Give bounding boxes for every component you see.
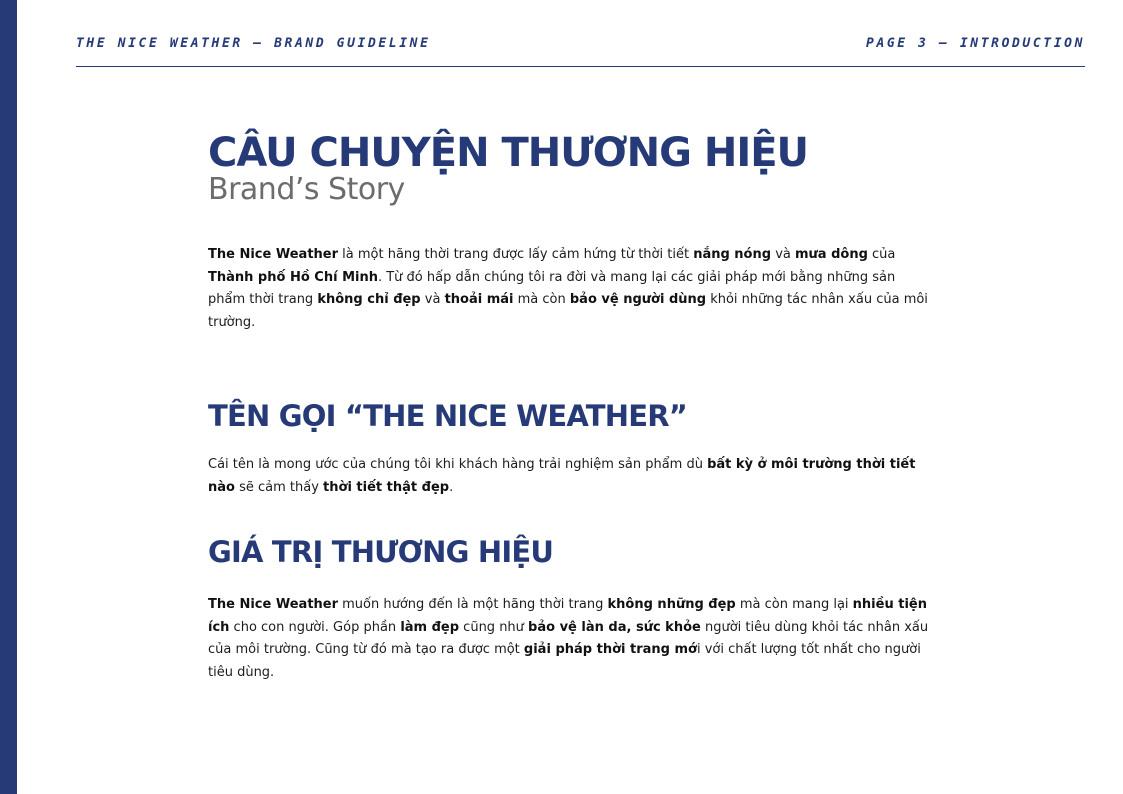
body-text: cũng như bbox=[459, 619, 529, 635]
emphasis-text: không chỉ đẹp bbox=[317, 292, 421, 307]
page-header bbox=[76, 36, 1085, 54]
body-text: của bbox=[867, 247, 896, 262]
body-text: mà còn bbox=[513, 292, 570, 307]
emphasis-text: nắng nóng bbox=[693, 247, 772, 262]
main-content bbox=[208, 128, 948, 680]
side-accent-bar bbox=[0, 0, 17, 794]
emphasis-text: bất kỳ ở môi trường thời tiết nào bbox=[208, 457, 916, 495]
page-title: CÂU CHUYỆN THƯƠNG HIỆU bbox=[208, 130, 809, 176]
emphasis-text: Thành phố Hồ Chí Minh bbox=[208, 269, 378, 285]
emphasis-text: The Nice Weather bbox=[208, 247, 339, 262]
brand-story-paragraph bbox=[208, 244, 936, 334]
emphasis-text: giải pháp thời trang mớ bbox=[523, 642, 697, 657]
header-divider bbox=[76, 66, 1085, 67]
emphasis-text: bảo vệ làn da, sức khỏe bbox=[528, 619, 701, 635]
emphasis-text: The Nice Weather bbox=[208, 597, 339, 612]
emphasis-text: nhiều tiện ích bbox=[208, 597, 927, 635]
body-text: cho con người. Góp phần bbox=[229, 619, 401, 635]
body-text: . Từ đó hấp dẫn chúng tôi ra đời và mang lại các giải pháp mới bằng những sản phẩm thời trang bbox=[208, 269, 896, 307]
body-text: sẽ cảm thấy bbox=[234, 479, 324, 495]
body-text: là một hãng thời trang được lấy cảm hứng từ thời tiết bbox=[338, 247, 694, 262]
value-paragraph bbox=[208, 594, 943, 684]
body-text: và bbox=[420, 292, 445, 307]
name-paragraph bbox=[208, 454, 936, 499]
body-text: người tiêu dùng khỏi tác nhân xấu của môi trường. Cũng từ đó mà tạo ra được một bbox=[208, 619, 929, 657]
body-text: khỏi những tác nhân xấu của môi trường. bbox=[208, 292, 928, 330]
section-heading-name: TÊN GỌI “THE NICE WEATHER” bbox=[208, 399, 688, 433]
emphasis-text: không những đẹp bbox=[607, 597, 736, 612]
page-subtitle: Brand’s Story bbox=[208, 172, 405, 207]
body-text: và bbox=[771, 247, 795, 262]
emphasis-text: mưa dông bbox=[795, 247, 868, 262]
body-text: . bbox=[449, 479, 454, 495]
header-document-title: THE NICE WEATHER – BRAND GUIDELINE bbox=[76, 36, 431, 51]
emphasis-text: làm đẹp bbox=[400, 619, 460, 635]
body-text: muốn hướng đến là một hãng thời trang bbox=[338, 597, 608, 612]
body-text: mà còn mang lại bbox=[735, 597, 853, 612]
body-text: Cái tên là mong ước của chúng tôi khi khách hàng trải nghiệm sản phẩm dù bbox=[208, 457, 708, 472]
emphasis-text: thời tiết thật đẹp bbox=[323, 479, 450, 495]
body-text: i với chất lượng tốt nhất cho người tiêu dùng. bbox=[208, 642, 921, 680]
emphasis-text: thoải mái bbox=[444, 292, 514, 307]
header-page-label: PAGE 3 – INTRODUCTION bbox=[866, 36, 1085, 51]
section-heading-value: GIÁ TRỊ THƯƠNG HIỆU bbox=[208, 535, 554, 569]
emphasis-text: bảo vệ người dùng bbox=[569, 292, 707, 307]
